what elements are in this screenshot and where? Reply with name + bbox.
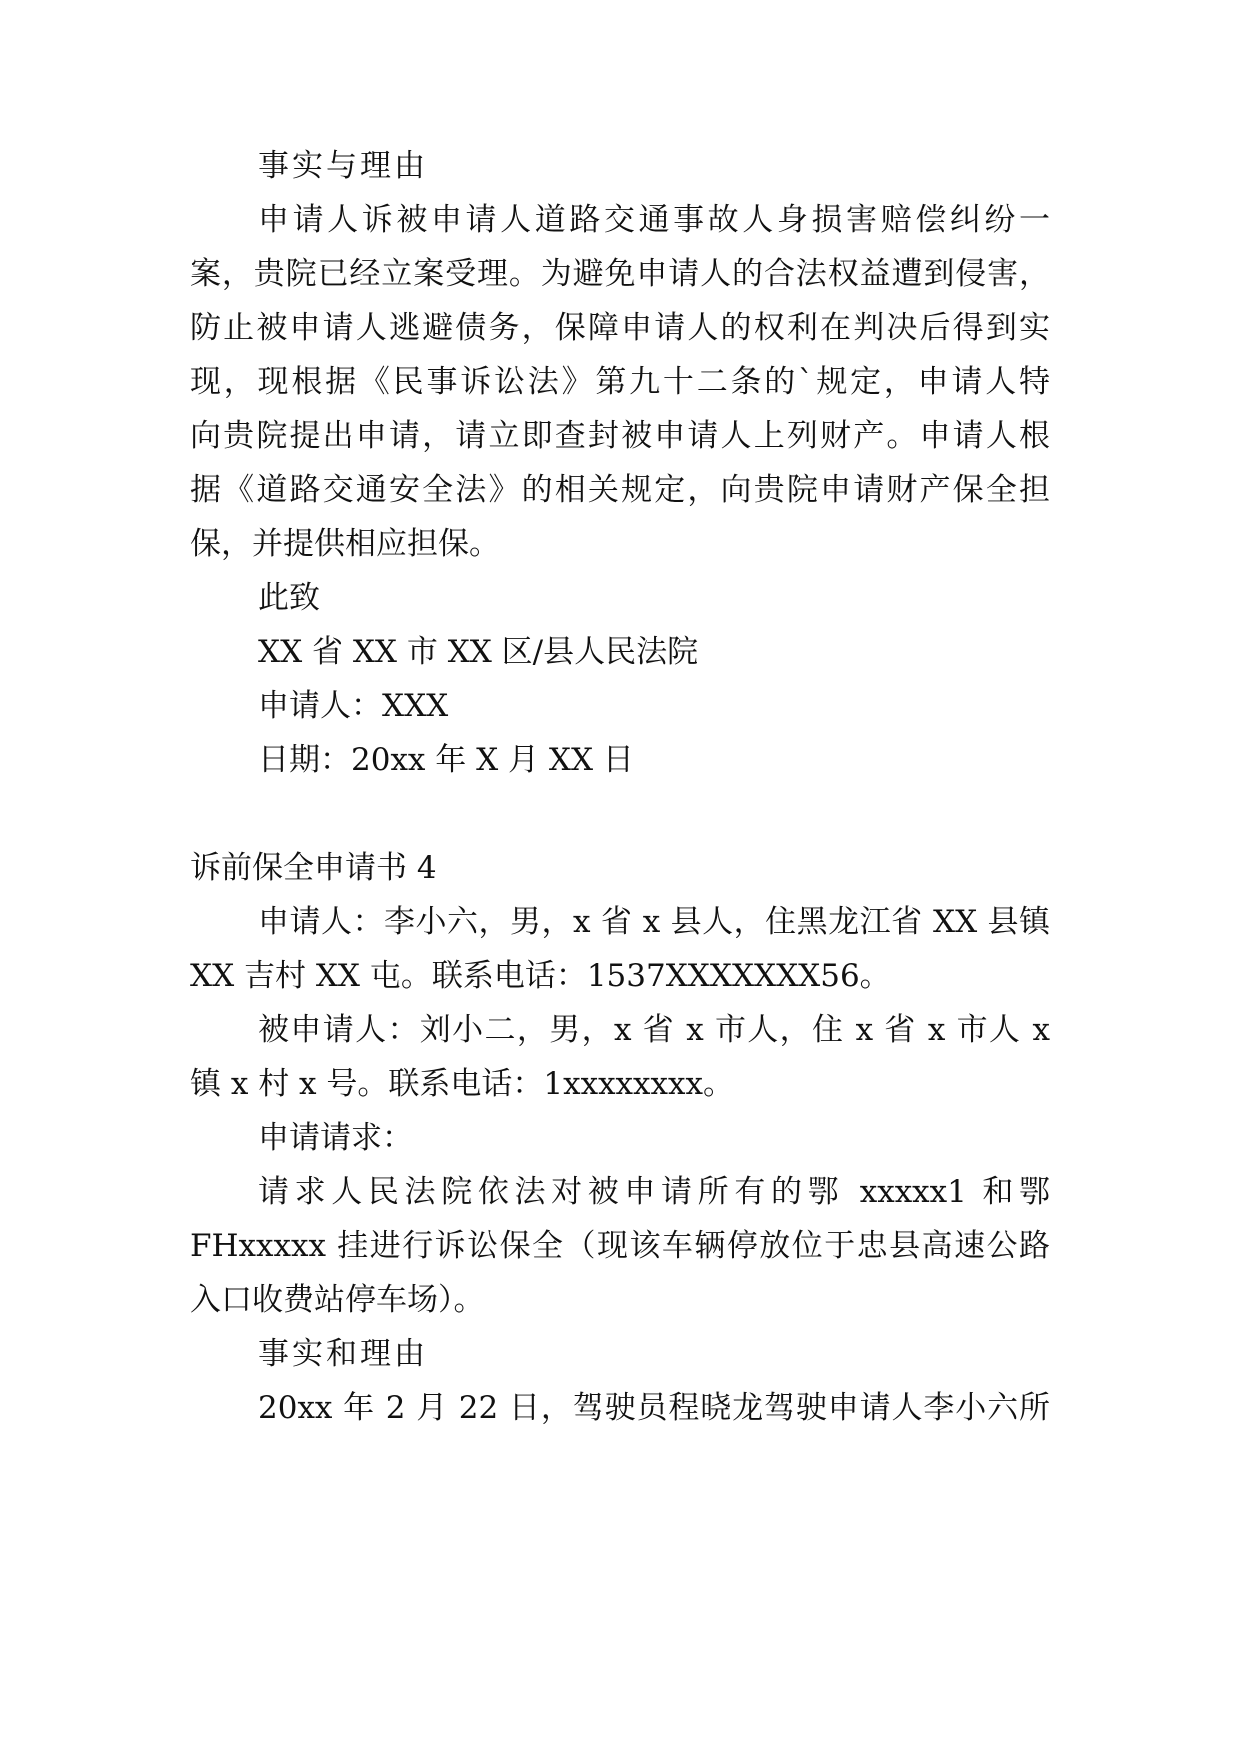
respondent-info-cont: 镇 x 村 x 号。联系电话：1xxxxxxxx。 bbox=[190, 1066, 734, 1102]
paragraph-line: 案，贵院已经立案受理。为避免申请人的合法权益遭到侵害， bbox=[190, 256, 1050, 292]
respondent-info: 被申请人：刘小二，男，x 省 x 市人，住 x 省 x 市人 x bbox=[258, 1012, 1050, 1048]
request-text: 请求人民法院依法对被申请所有的鄂 xxxxx1 和鄂 bbox=[258, 1174, 1050, 1210]
facts-text: 20xx 年 2 月 22 日，驾驶员程晓龙驾驶申请人李小六所 bbox=[258, 1390, 1050, 1426]
applicant-info: 申请人：李小六，男，x 省 x 县人，住黑龙江省 XX 县镇 bbox=[258, 904, 1050, 940]
paragraph-line: 保，并提供相应担保。 bbox=[190, 526, 500, 562]
paragraph-line: 据《道路交通安全法》的相关规定，向贵院申请财产保全担 bbox=[190, 472, 1050, 508]
document-title: 诉前保全申请书 4 bbox=[190, 850, 437, 886]
facts-heading: 事实和理由 bbox=[258, 1336, 428, 1372]
applicant-signature: 申请人：XXX bbox=[258, 688, 449, 724]
request-text-end: 入口收费站停车场）。 bbox=[190, 1282, 485, 1318]
closing-salutation: 此致 bbox=[258, 580, 320, 616]
paragraph-line: 现，现根据《民事诉讼法》第九十二条的`规定，申请人特 bbox=[190, 364, 1050, 400]
request-heading: 申请请求： bbox=[258, 1120, 413, 1156]
paragraph-line: 防止被申请人逃避债务，保障申请人的权利在判决后得到实 bbox=[190, 310, 1050, 346]
date-line: 日期：20xx 年 X 月 XX 日 bbox=[258, 742, 634, 778]
applicant-info-cont: XX 吉村 XX 屯。联系电话：1537XXXXXXX56。 bbox=[190, 958, 891, 994]
paragraph-line: 向贵院提出申请，请立即查封被申请人上列财产。申请人根 bbox=[190, 418, 1050, 454]
paragraph-line: 申请人诉被申请人道路交通事故人身损害赔偿纠纷一 bbox=[258, 202, 1050, 238]
request-text-cont: FHxxxxx 挂进行诉讼保全（现该车辆停放位于忠县高速公路 bbox=[190, 1228, 1050, 1264]
section-heading-facts-reasons: 事实与理由 bbox=[258, 148, 428, 184]
court-name: XX 省 XX 市 XX 区/县人民法院 bbox=[258, 634, 699, 670]
